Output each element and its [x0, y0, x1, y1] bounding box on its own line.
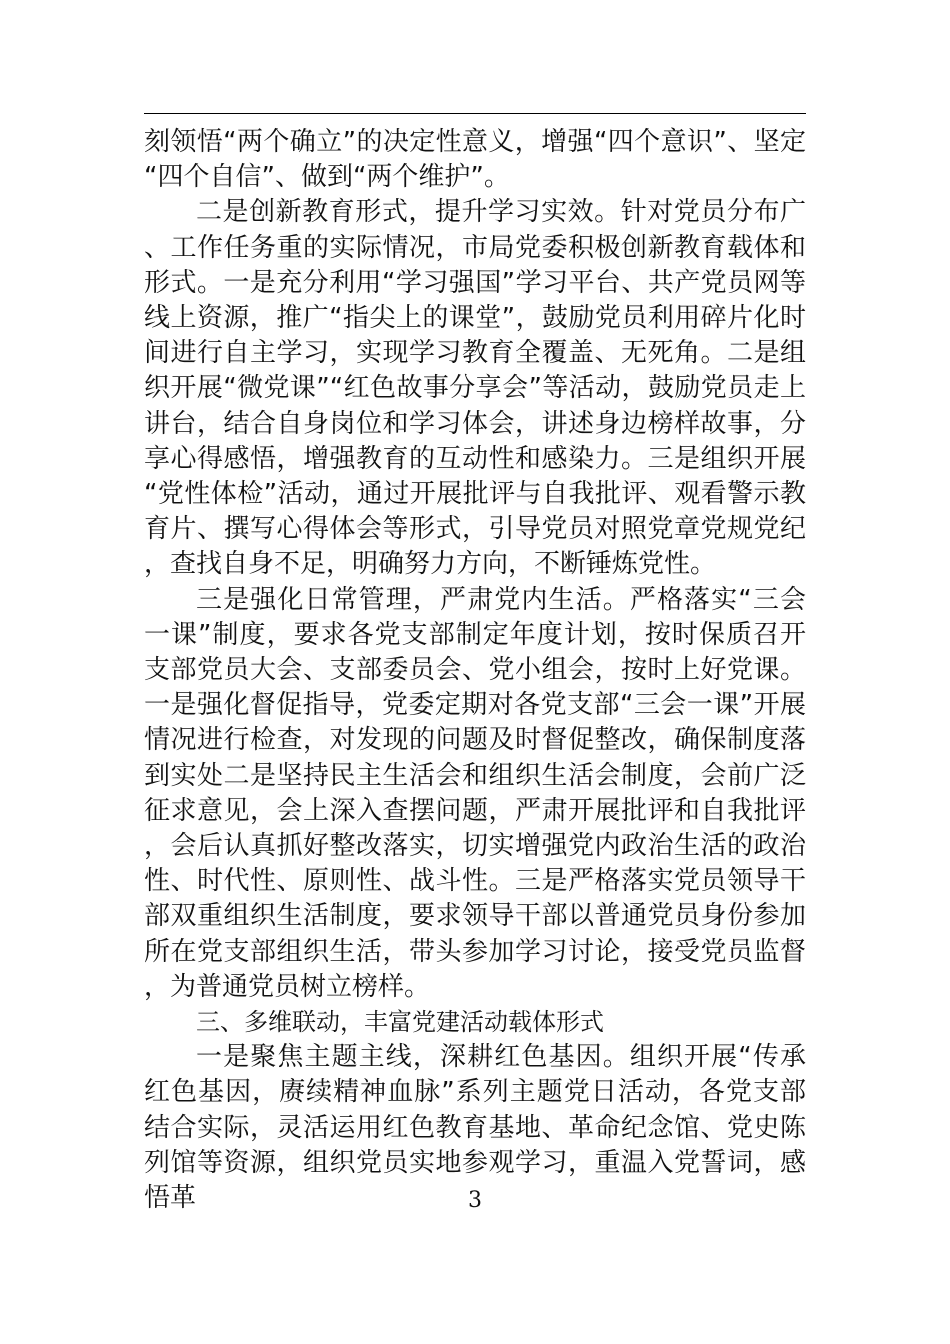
- section-heading: 三、多维联动，丰富党建活动载体形式: [196, 1008, 604, 1037]
- paragraph-daily-management: 三是强化日常管理，严肃党内生活。严格落实“三会一课”制度，要求各党支部制定年度计划，按时保质召开支部党员大会、支部委员会、党小组会，按时上好党课。一是强化督促指导，党委定期对各党支部“三会一课”开展情况进行检查，对发现的问题及时督促整改，确保制度落到实处二是坚持民主生活会和组织生活会制度，会前广泛征求意见，会上深入查摆问题，严肃开展批评和自我批评，会后认真抓好整改落实，切实增强党内政治生活的政治性、时代性、原则性、战斗性。三是严格落实党员领导干部双重组织生活制度，要求领导干部以普通党员身份参加所在党支部组织生活，带头参加学习讨论，接受党员监督，为普通党员树立榜样。: [144, 584, 806, 1002]
- paragraph-continuation: 刻领悟“两个确立”的决定性意义，增强“四个意识”、坚定“四个自信”、做到“两个维护”。: [144, 127, 806, 193]
- header-rule: [144, 113, 806, 114]
- body-text: [144, 125, 806, 1216]
- paragraph-red-gene: 一是聚焦主题主线，深耕红色基因。组织开展“传承红色基因，赓续精神血脉”系列主题党日活动，各党支部结合实际，灵活运用红色教育基地、革命纪念馆、党史陈列馆等资源，组织党员实地参观学习，重温入党誓词，感悟革: [144, 1042, 806, 1214]
- page-number: 3: [468, 1188, 482, 1213]
- paragraph-education-form: 二是创新教育形式，提升学习实效。针对党员分布广、工作任务重的实际情况，市局党委积极创新教育载体和形式。一是充分利用“学习强国”学习平台、共产党员网等线上资源，推广“指尖上的课堂”，鼓励党员利用碎片化时间进行自主学习，实现学习教育全覆盖、无死角。二是组织开展“微党课”“红色故事分享会”等活动，鼓励党员走上讲台，结合自身岗位和学习体会，讲述身边榜样故事，分享心得感悟，增强教育的互动性和感染力。三是组织开展“党性体检”活动，通过开展批评与自我批评、观看警示教育片、撰写心得体会等形式，引导党员对照党章党规党纪，查找自身不足，明确努力方向，不断锤炼党性。: [144, 197, 806, 580]
